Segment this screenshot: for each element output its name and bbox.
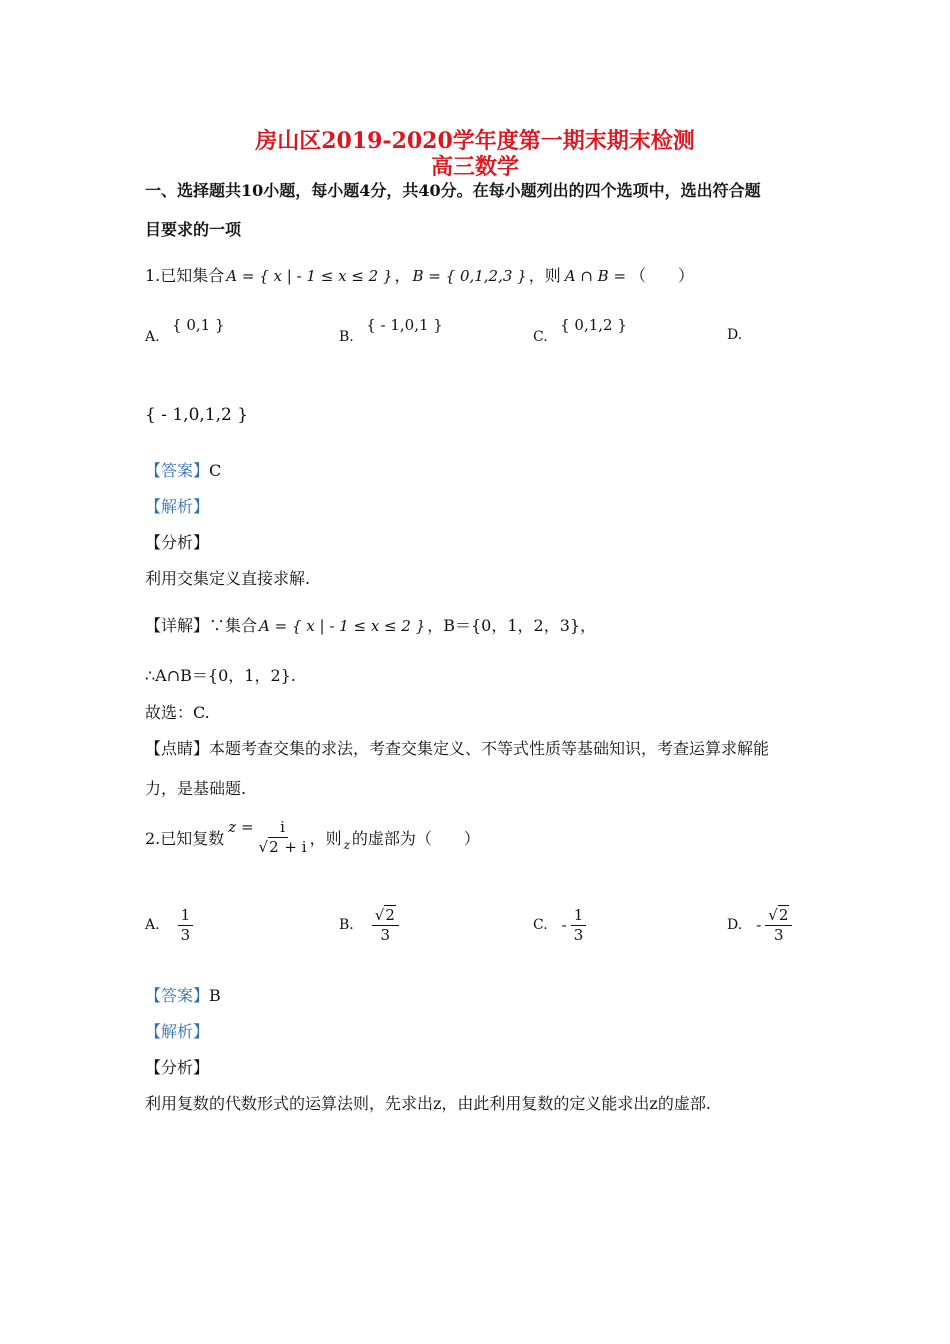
q2-option-numerator: 1 bbox=[571, 907, 587, 926]
page-title: 房山区2019-2020学年度第一期末期末检测 bbox=[255, 128, 695, 154]
detail-set-a: A = { x | - 1 ≤ x ≤ 2 } bbox=[259, 617, 426, 635]
q1-therefore: ∴A∩B＝{0，1，2}. bbox=[145, 666, 296, 685]
q2-option-letter: A. bbox=[145, 917, 160, 933]
q2-option-fraction bbox=[372, 907, 399, 943]
q2-fenxi-text: 利用复数的代数形式的运算法则，先求出z，由此利用复数的定义能求出z的虚部. bbox=[145, 1094, 711, 1113]
q2-option-sign: - bbox=[756, 916, 762, 934]
q2-option-numerator: √2 bbox=[765, 907, 792, 926]
comment-tag: 【点睛】 bbox=[145, 739, 210, 758]
q1-fenxi-tag: 【分析】 bbox=[145, 533, 210, 552]
q2-numerator: i bbox=[277, 819, 288, 838]
q1-set-b: B = { 0,1,2,3 } bbox=[412, 267, 527, 285]
q1-set-a: A = { x | - 1 ≤ x ≤ 2 } bbox=[226, 267, 393, 285]
answer-tag: 【答案】 bbox=[145, 461, 210, 480]
q1-option-value: { 0,1,2 } bbox=[560, 316, 627, 334]
q1-expression: A ∩ B = bbox=[564, 267, 627, 285]
q2-option-sign: - bbox=[561, 916, 567, 934]
q2-option-a bbox=[145, 902, 193, 948]
q1-comment bbox=[145, 736, 769, 759]
q2-option-d bbox=[727, 902, 792, 948]
page-subtitle: 高三数学 bbox=[430, 154, 519, 180]
q2-z-eq: z = bbox=[228, 818, 254, 836]
answer-value: C bbox=[209, 461, 222, 480]
q1-comma: ， bbox=[394, 266, 411, 285]
q1-option-b bbox=[339, 316, 443, 345]
q2-denominator-rest: + i bbox=[284, 837, 307, 856]
q1-option-letter: B. bbox=[339, 329, 354, 345]
q1-mid: ，则 bbox=[528, 266, 561, 285]
q2-z: z bbox=[343, 838, 350, 852]
q1-option-a bbox=[145, 316, 225, 345]
q1-paren: （ ） bbox=[630, 266, 695, 285]
q2-option-fraction bbox=[178, 907, 194, 943]
q2-option-numerator-sqrt: 2 bbox=[778, 906, 789, 924]
q2-option-numerator: √2 bbox=[372, 907, 399, 926]
q2-option-letter: C. bbox=[533, 917, 548, 933]
q2-suffix: 的虚部为（ ） bbox=[351, 828, 480, 848]
q1-option-d-value: { - 1,0,1,2 } bbox=[145, 405, 249, 425]
answer-value: B bbox=[209, 986, 221, 1005]
q1-comment-line2: 力，是基础题. bbox=[145, 779, 247, 798]
detail-pre: ∵集合 bbox=[209, 616, 258, 635]
q2-option-fraction bbox=[571, 907, 587, 943]
q2-mid: ，则 bbox=[309, 828, 342, 848]
detail-set-b: ，B＝{0，1，2，3}， bbox=[427, 616, 597, 635]
q2-option-c bbox=[533, 902, 586, 948]
q2-analysis-tag: 【解析】 bbox=[145, 1022, 210, 1041]
q1-prefix: 1.已知集合 bbox=[145, 266, 225, 285]
section-heading-line1: 一、选择题共10小题，每小题4分，共40分。在每小题列出的四个选项中，选出符合题 bbox=[145, 181, 761, 200]
q2-option-numerator: 1 bbox=[178, 907, 194, 926]
q1-fenxi-text: 利用交集定义直接求解. bbox=[145, 569, 311, 588]
q2-option-letter: B. bbox=[339, 917, 354, 933]
q1-option-d bbox=[727, 327, 742, 343]
q2-denominator: √2 + i bbox=[258, 837, 307, 856]
q2-option-denominator: 3 bbox=[380, 925, 391, 944]
q1-option-value: { 0,1 } bbox=[172, 316, 225, 334]
q2-option-denominator: 3 bbox=[573, 925, 584, 944]
detail-tag: 【详解】 bbox=[145, 616, 210, 635]
q1-option-c bbox=[533, 316, 627, 345]
q1-option-letter: C. bbox=[533, 329, 548, 345]
q2-option-numerator-sqrt: 2 bbox=[385, 906, 395, 924]
q2-denominator-sqrt: 2 bbox=[269, 837, 279, 856]
q2-option-denominator: 3 bbox=[774, 925, 784, 944]
q1-choice: 故选：C. bbox=[145, 703, 210, 722]
q2-prefix: 2.已知复数 bbox=[145, 828, 225, 848]
q2-option-letter: D. bbox=[727, 917, 743, 933]
q2-option-fraction bbox=[765, 907, 792, 943]
q1-detail bbox=[145, 613, 596, 636]
q1-option-letter: A. bbox=[145, 329, 160, 345]
q2-fraction bbox=[256, 819, 310, 855]
q1-analysis-tag: 【解析】 bbox=[145, 497, 210, 516]
answer-tag: 【答案】 bbox=[145, 986, 210, 1005]
q1-option-letter: D. bbox=[727, 327, 743, 343]
q2-option-denominator: 3 bbox=[180, 925, 191, 944]
question-2-stem bbox=[145, 812, 480, 862]
question-1-stem bbox=[145, 263, 694, 286]
q2-answer bbox=[145, 983, 221, 1006]
q2-fenxi-tag: 【分析】 bbox=[145, 1058, 210, 1077]
section-heading-line2: 目要求的一项 bbox=[145, 220, 242, 239]
q1-answer bbox=[145, 458, 221, 481]
q2-option-b bbox=[339, 902, 399, 948]
q1-option-value: { - 1,0,1 } bbox=[366, 316, 443, 334]
comment-line1: 本题考查交集的求法，考查交集定义、不等式性质等基础知识，考查运算求解能 bbox=[209, 739, 770, 758]
